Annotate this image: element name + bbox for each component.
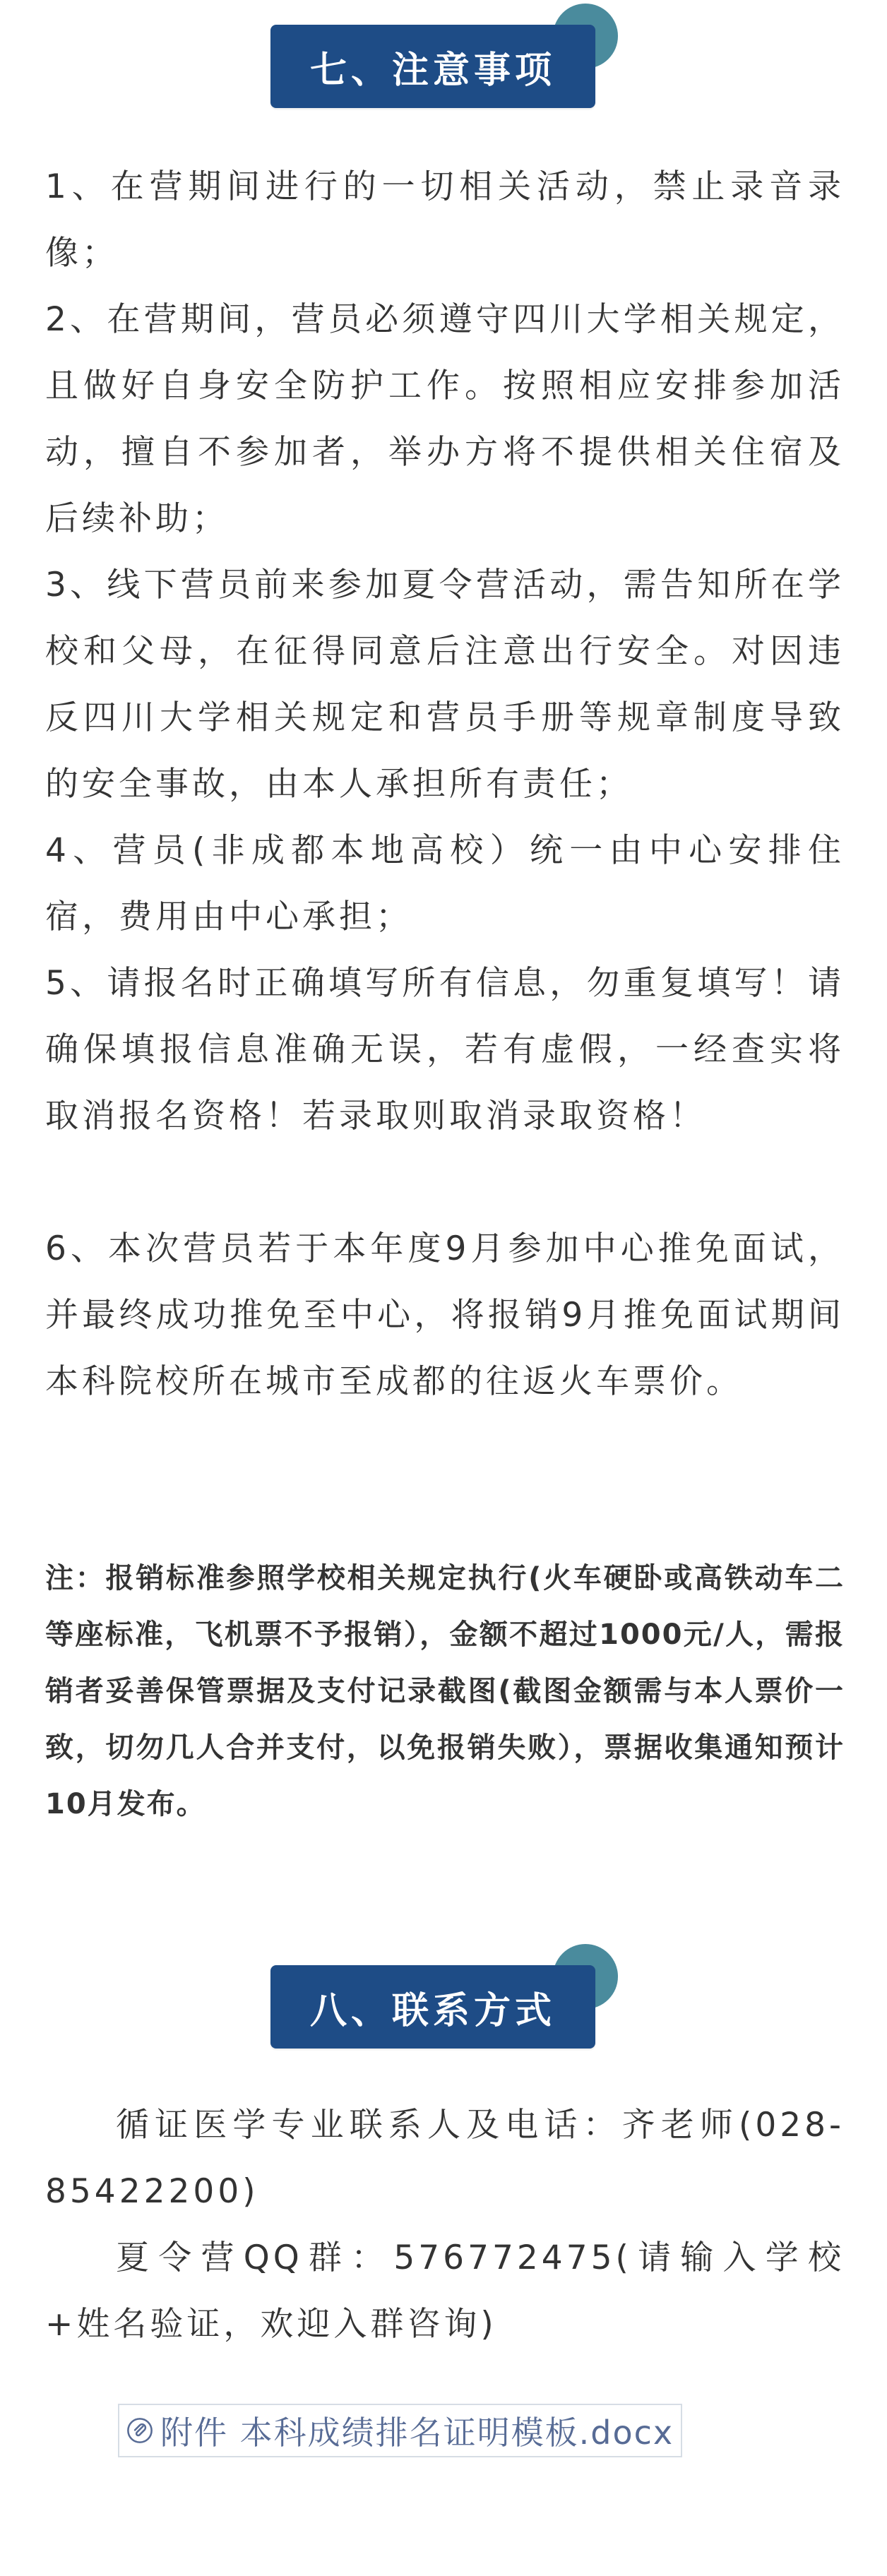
section-8-header <box>270 1965 595 2049</box>
contact-info: 循证医学专业联系人及电话：齐老师(028-85422200) <box>45 2106 845 2211</box>
notice-item-3: 3、线下营员前来参加夏令营活动，需告知所在学校和父母，在征得同意后注意出行安全。对因违反四川大学相关规定和营员手册等规章制度导致的安全事故，由本人承担所有责任； <box>45 566 845 804</box>
attachment-label[interactable]: 附件 本科成绩排名证明模板.docx <box>160 2414 674 2452</box>
paperclip-icon <box>126 2417 153 2444</box>
reimbursement-note: 注：报销标准参照学校相关规定执行(火车硬卧或高铁动车二等座标准，飞机票不予报销），金额不超过1000元/人，需报销者妥善保管票据及支付记录截图(截图金额需与本人票价一致，切勿几人合并支付，以免报销失败），票据收集通知预计10月发布。 <box>45 1562 845 1820</box>
section-7-header <box>270 25 595 108</box>
attachment-link[interactable] <box>118 2404 682 2457</box>
section-8-title: 八、联系方式 <box>270 1965 595 2049</box>
qq-group-info: 夏令营QQ群：576772475(请输入学校+姓名验证，欢迎入群咨询) <box>45 2238 845 2344</box>
notice-item-6: 6、本次营员若于本年度9月参加中心推免面试，并最终成功推免至中心，将报销9月推免面试期间本科院校所在城市至成都的往返火车票价。 <box>45 1229 845 1401</box>
section-7-title: 七、注意事项 <box>270 25 595 108</box>
notice-item-5: 5、请报名时正确填写所有信息，勿重复填写！请确保填报信息准确无误，若有虚假，一经查实将取消报名资格！若录取则取消录取资格！ <box>45 964 845 1135</box>
notice-item-4: 4、营员(非成都本地高校）统一由中心安排住宿，费用由中心承担； <box>45 831 845 936</box>
notice-item-1: 1、在营期间进行的一切相关活动，禁止录音录像； <box>45 167 845 273</box>
notice-item-2: 2、在营期间，营员必须遵守四川大学相关规定，且做好自身安全防护工作。按照相应安排参加活动，擅自不参加者，举办方将不提供相关住宿及后续补助； <box>45 300 845 538</box>
